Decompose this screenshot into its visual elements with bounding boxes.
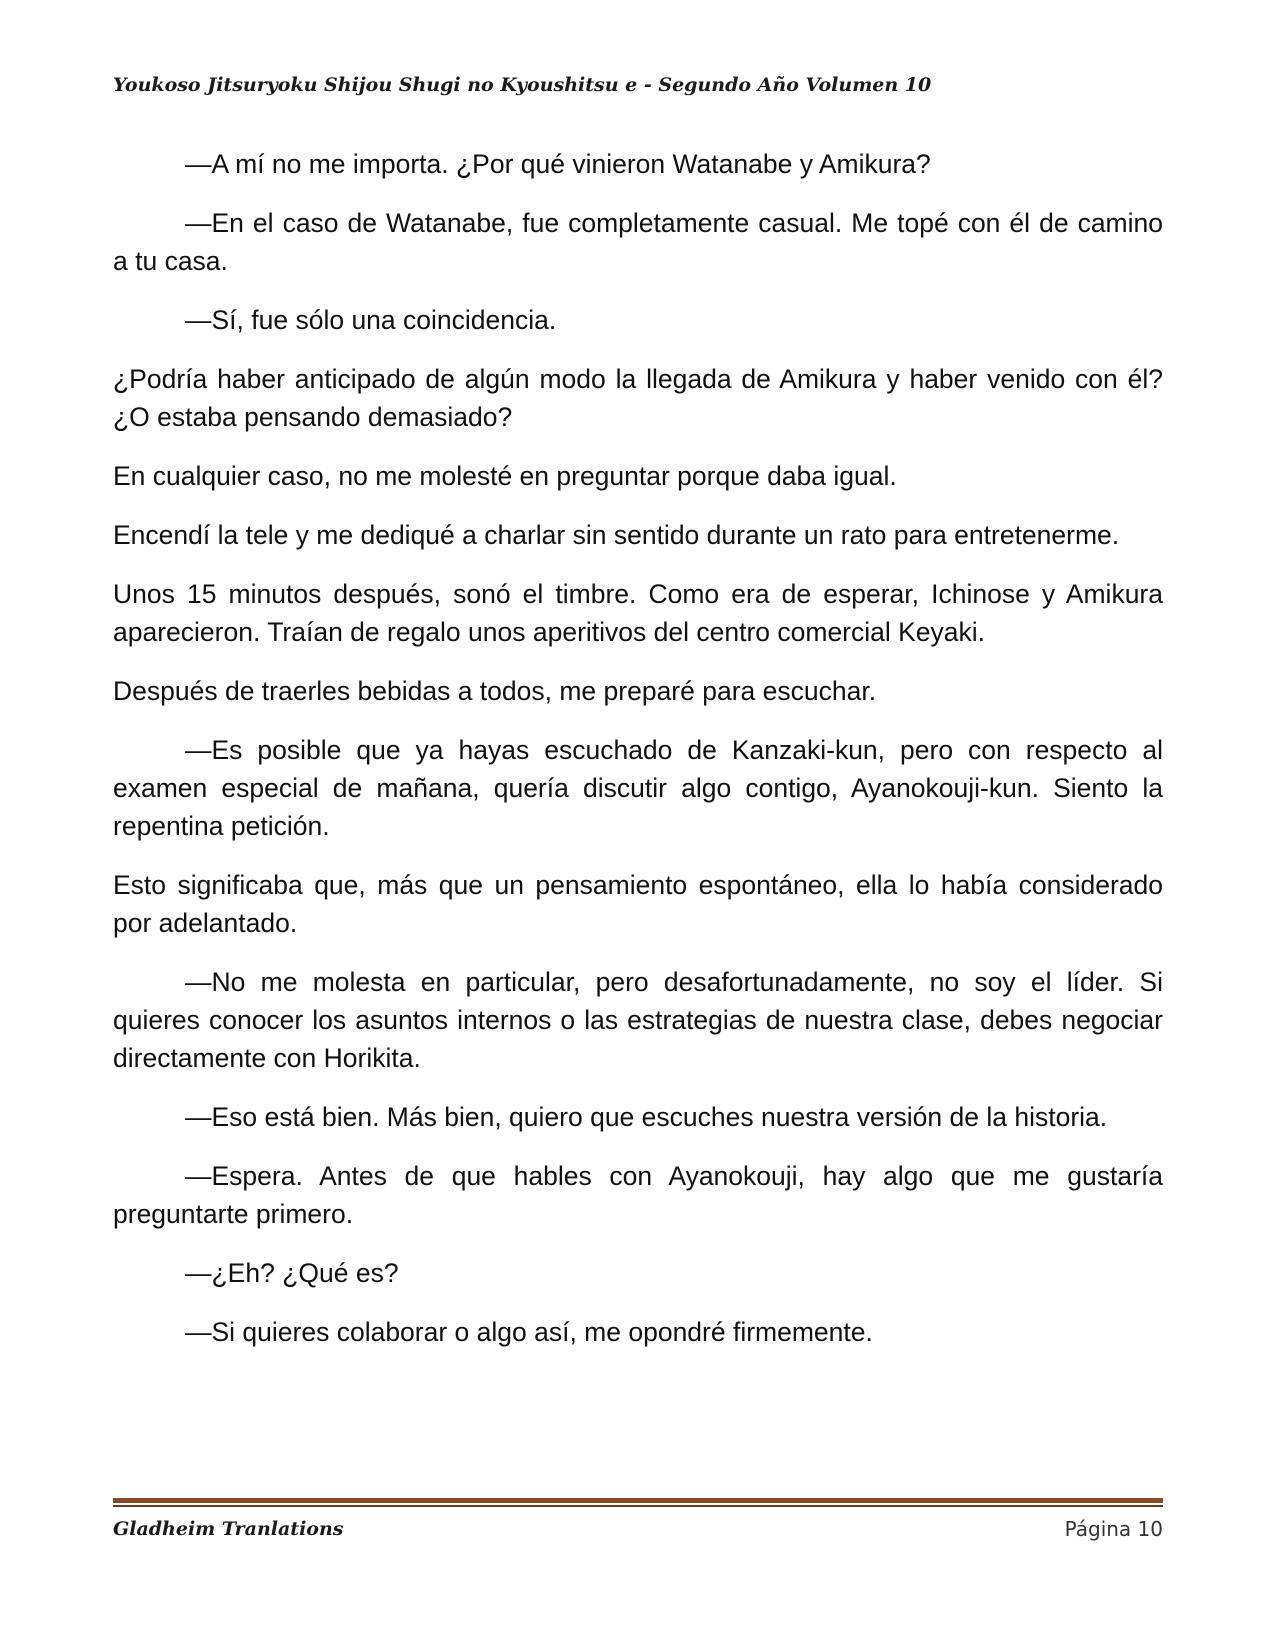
paragraph: Esto significaba que, más que un pensamiento espontáneo, ella lo había considerado por adelantado.: [113, 870, 1163, 938]
paragraph: Después de traerles bebidas a todos, me preparé para escuchar.: [113, 676, 877, 706]
paragraph: —Sí, fue sólo una coincidencia.: [185, 305, 557, 335]
paragraph: —En el caso de Watanabe, fue completamente casual. Me topé con él de camino a tu casa.: [113, 208, 1163, 276]
running-header: Youkoso Jitsuryoku Shijou Shugi no Kyoushitsu e - Segundo Año Volumen 10: [113, 74, 932, 96]
paragraph: —Si quieres colaborar o algo así, me opondré firmemente.: [185, 1317, 873, 1347]
paragraph: —A mí no me importa. ¿Por qué vinieron Watanabe y Amikura?: [185, 149, 931, 179]
paragraph: En cualquier caso, no me molesté en preguntar porque daba igual.: [113, 461, 897, 491]
body-text: [113, 145, 1163, 1372]
paragraph: —¿Eh? ¿Qué es?: [185, 1258, 399, 1288]
footer-divider: [113, 1498, 1163, 1508]
paragraph: —No me molesta en particular, pero desafortunadamente, no soy el líder. Si quieres conocer los asuntos internos o las estrategias de nuestra clase, debes negociar directamente con Horikita.: [113, 967, 1163, 1073]
paragraph: —Es posible que ya hayas escuchado de Kanzaki-kun, pero con respecto al examen especial de mañana, quería discutir algo contigo, Ayanokouji-kun. Siento la repentina petición.: [113, 735, 1163, 841]
paragraph: Encendí la tele y me dediqué a charlar sin sentido durante un rato para entretenerme.: [113, 520, 1120, 550]
footer-divider-thin: [113, 1505, 1163, 1507]
paragraph: ¿Podría haber anticipado de algún modo la llegada de Amikura y haber venido con él? ¿O estaba pensando demasiado?: [113, 364, 1163, 432]
paragraph: Unos 15 minutos después, sonó el timbre. Como era de esperar, Ichinose y Amikura aparecieron. Traían de regalo unos aperitivos del centro comercial Keyaki.: [113, 579, 1163, 647]
page-number: Página 10: [1064, 1517, 1163, 1541]
footer-divider-thick: [113, 1498, 1163, 1503]
footer-credit: Gladheim Tranlations: [113, 1518, 344, 1540]
paragraph: —Eso está bien. Más bien, quiero que escuches nuestra versión de la historia.: [185, 1102, 1108, 1132]
paragraph: —Espera. Antes de que hables con Ayanokouji, hay algo que me gustaría preguntarte primero.: [113, 1161, 1163, 1229]
